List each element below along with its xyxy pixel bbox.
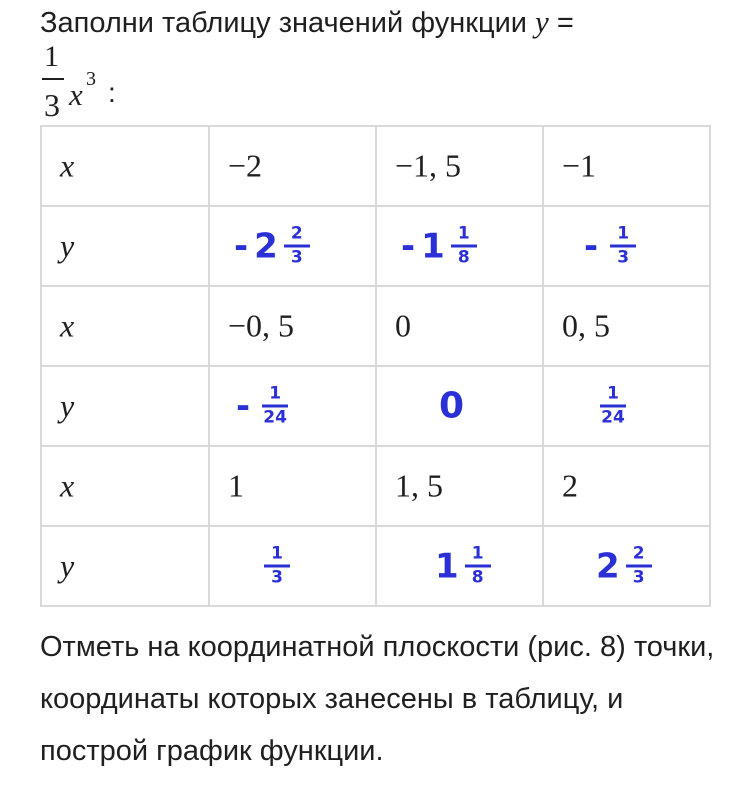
row-label-x: x <box>60 307 75 344</box>
y-answer-cell <box>209 366 376 446</box>
answer-denominator: 8 <box>457 247 470 268</box>
answer-denominator: 8 <box>471 567 484 588</box>
handwritten-answer <box>594 383 626 428</box>
x-value-cell <box>543 126 710 206</box>
handwritten-answer <box>435 543 491 588</box>
table-row <box>41 206 710 286</box>
answer-fraction <box>262 383 288 428</box>
row-label-cell <box>41 206 209 286</box>
function-formula <box>40 40 160 126</box>
formula-fraction-bar <box>42 78 64 80</box>
y-answer-cell <box>376 206 543 286</box>
x-value-cell <box>209 446 376 526</box>
row-label-x: x <box>60 147 75 184</box>
handwritten-answer <box>258 543 290 588</box>
x-value-cell <box>376 286 543 366</box>
handwritten-answer <box>234 223 310 268</box>
title-equals: = <box>548 7 574 39</box>
answer-numerator: 2 <box>632 543 645 564</box>
y-answer-cell <box>543 526 710 606</box>
table-row <box>41 286 710 366</box>
row-label-y: y <box>60 547 75 584</box>
answer-sign: - <box>401 226 416 266</box>
row-label-cell <box>41 446 209 526</box>
handwritten-answer <box>439 386 464 427</box>
answer-fraction <box>264 543 290 588</box>
answer-whole: 0 <box>439 385 465 427</box>
answer-whole: 1 <box>435 546 459 586</box>
x-value-cell <box>209 126 376 206</box>
x-value: −1, 5 <box>395 147 462 184</box>
answer-denominator: 24 <box>263 407 287 428</box>
answer-numerator: 1 <box>457 223 470 244</box>
answer-denominator: 24 <box>601 407 625 428</box>
title-text: Заполни таблицу значений функции <box>40 7 536 39</box>
handwritten-answer <box>584 223 636 268</box>
instruction-text: Отметь на координатной плоскости (рис. 8) точки, координаты которых занесены в таблицу, и построй график функции. <box>40 631 715 767</box>
y-answer-cell <box>543 206 710 286</box>
answer-numerator: 1 <box>269 383 282 404</box>
x-value-cell <box>543 446 710 526</box>
answer-fraction <box>451 223 477 268</box>
answer-sign: - <box>234 226 249 266</box>
row-label-cell <box>41 366 209 446</box>
answer-fraction <box>284 223 310 268</box>
row-label-x: x <box>60 467 75 504</box>
x-value: −2 <box>228 147 263 184</box>
x-value: 1 <box>228 467 244 504</box>
answer-whole: 1 <box>421 226 445 266</box>
answer-fraction <box>626 543 652 588</box>
formula-denominator: 3 <box>44 87 60 123</box>
handwritten-answer <box>596 543 652 588</box>
row-label-cell <box>41 526 209 606</box>
formula-exponent: 3 <box>86 68 96 90</box>
row-label-cell <box>41 126 209 206</box>
x-value: −1 <box>562 147 597 184</box>
answer-whole: 2 <box>596 546 620 586</box>
x-value: 0 <box>395 307 411 344</box>
answer-denominator: 3 <box>617 247 630 268</box>
answer-fraction <box>465 543 491 588</box>
values-table <box>40 125 711 607</box>
y-answer-cell <box>209 526 376 606</box>
row-label-cell <box>41 286 209 366</box>
table-row <box>41 366 710 446</box>
table-row <box>41 526 710 606</box>
y-answer-cell <box>209 206 376 286</box>
row-label-y: y <box>60 227 75 264</box>
table-row <box>41 126 710 206</box>
title-var-y: y <box>535 4 549 39</box>
answer-denominator: 3 <box>632 567 645 588</box>
formula-numerator: 1 <box>44 40 59 73</box>
answer-numerator: 1 <box>471 543 484 564</box>
table-row <box>41 446 710 526</box>
answer-denominator: 3 <box>290 247 303 268</box>
y-answer-cell <box>543 366 710 446</box>
x-value-cell <box>209 286 376 366</box>
answer-numerator: 1 <box>271 543 283 564</box>
x-value: 2 <box>562 467 578 504</box>
answer-sign: - <box>236 386 251 426</box>
y-answer-cell <box>376 526 543 606</box>
formula-colon: : <box>108 77 116 108</box>
x-value: 1, 5 <box>395 467 443 504</box>
answer-numerator: 2 <box>290 223 303 244</box>
x-value: −0, 5 <box>228 307 295 344</box>
handwritten-answer <box>236 383 288 428</box>
x-value-cell <box>376 126 543 206</box>
answer-numerator: 1 <box>617 223 630 244</box>
handwritten-answer <box>401 223 477 268</box>
answer-numerator: 1 <box>607 383 619 404</box>
x-value-cell <box>376 446 543 526</box>
answer-whole: 2 <box>254 226 278 266</box>
answer-denominator: 3 <box>271 567 283 588</box>
row-label-y: y <box>60 387 75 424</box>
y-answer-cell <box>376 366 543 446</box>
answer-fraction <box>610 223 636 268</box>
x-value: 0, 5 <box>562 307 610 344</box>
answer-sign: - <box>584 226 599 266</box>
formula-variable: x <box>69 77 83 112</box>
task-title <box>40 2 574 43</box>
x-value-cell <box>543 286 710 366</box>
answer-fraction <box>600 383 626 428</box>
